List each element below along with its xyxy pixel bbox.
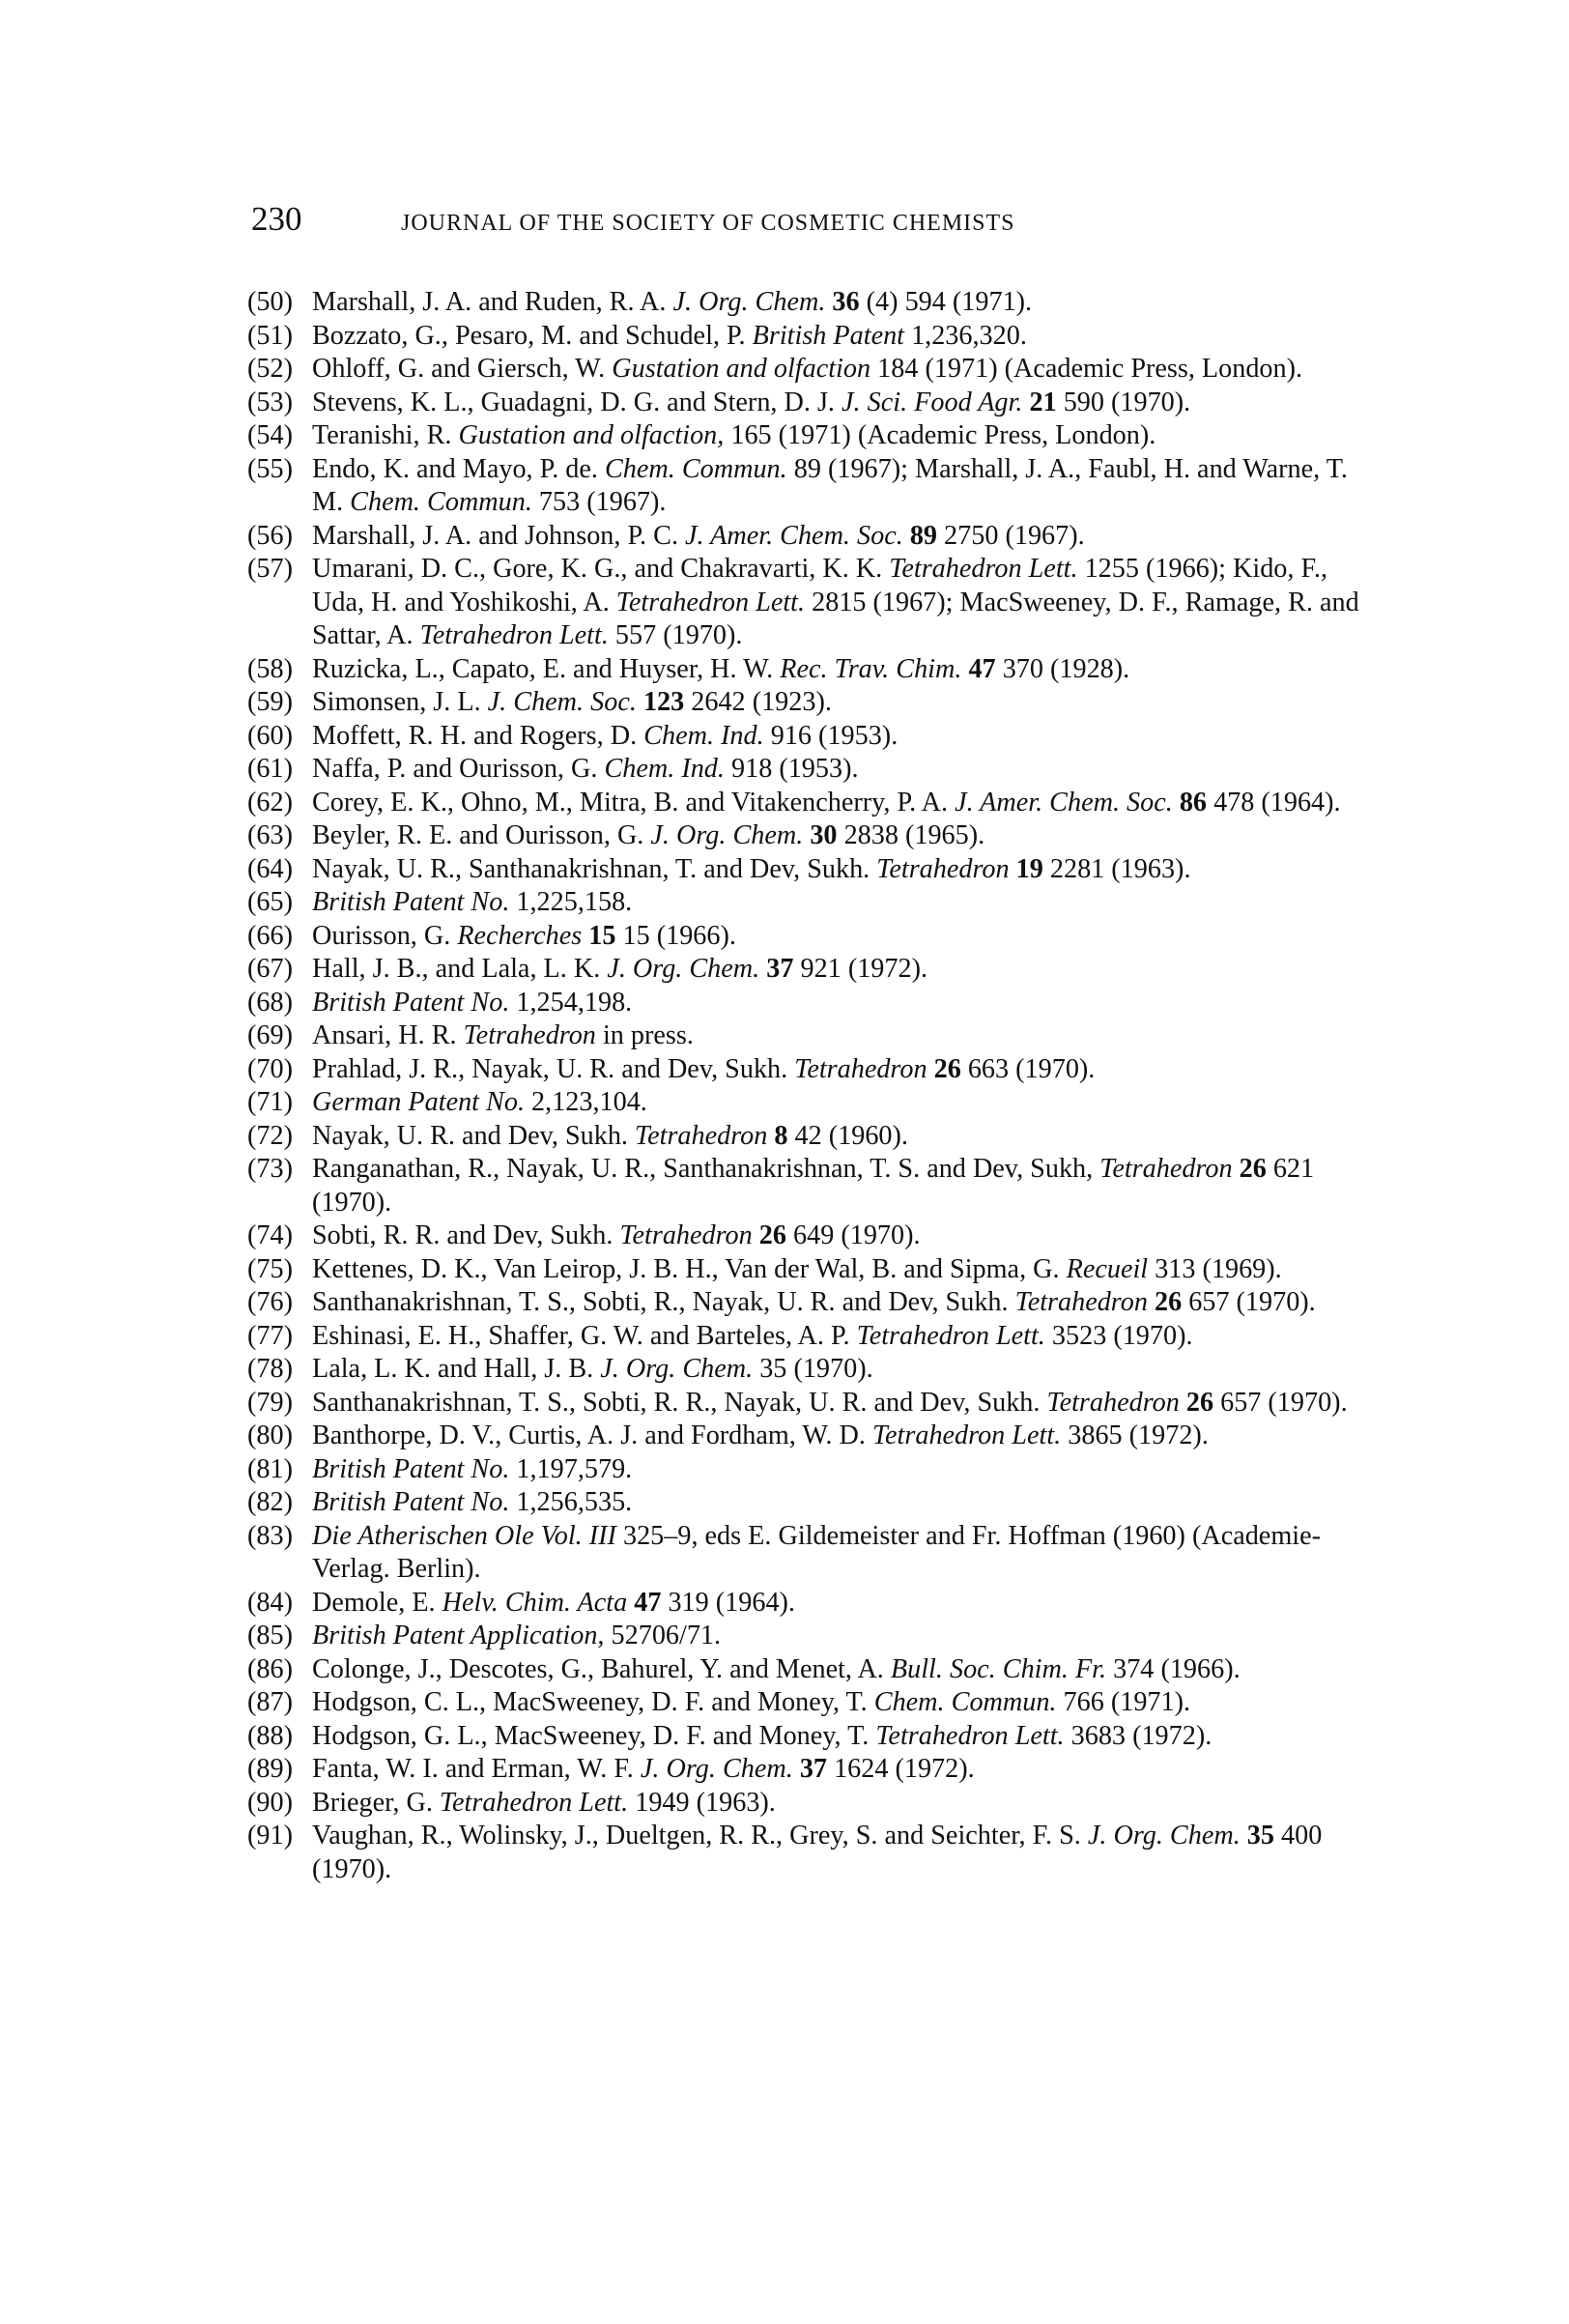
citation-volume: 37 (799, 1754, 828, 1784)
reference-item (247, 1253, 1378, 1287)
citation-source: British Patent Application, (312, 1621, 605, 1650)
citation-source: J. Amer. Chem. Soc. (685, 520, 903, 551)
citation-text: 1624 (1972). (827, 1754, 975, 1784)
reference-text (312, 1486, 1378, 1520)
reference-item (247, 819, 1378, 853)
reference-text (312, 1086, 1378, 1120)
citation-text: 478 (1964). (1207, 787, 1341, 818)
citation-source: Tetrahedron (1046, 1387, 1180, 1418)
citation-text: 374 (1966). (1106, 1653, 1241, 1684)
citation-text: Corey, E. K., Ohno, M., Mitra, B. and Vitakencherry, P. A. (312, 787, 956, 818)
citation-source: Tetrahedron (463, 1020, 596, 1050)
citation-text: 2281 (1963). (1042, 853, 1191, 884)
citation-volume: 26 (1154, 1287, 1183, 1317)
citation-text: 3683 (1972). (1064, 1720, 1212, 1751)
reference-text (312, 1620, 1378, 1653)
reference-text (312, 1153, 1378, 1219)
reference-item (247, 1753, 1378, 1787)
citation-source: Rec. Trav. Chim. (780, 653, 962, 684)
citation-source: Tetrahedron Lett. (856, 1320, 1045, 1351)
citation-text: 3523 (1970). (1044, 1320, 1193, 1351)
citation-text: 325–9, eds E. Gildemeister and Fr. Hoffman (1960) (Academie-Verlag. Berlin). (312, 1520, 1321, 1584)
reference-item (247, 787, 1378, 820)
reference-number: (79) (247, 1387, 293, 1418)
reference-item (247, 320, 1378, 354)
citation-text: 89 (1967); Marshall, J. A., Faubl, H. and Warne, T. M. (312, 453, 1348, 517)
reference-item (247, 453, 1378, 520)
citation-source: Tetrahedron Lett. (419, 620, 609, 650)
citation-text: Ranganathan, R., Nayak, U. R., Santhanakrishnan, T. S. and Dev, Sukh, (312, 1154, 1100, 1184)
citation-source: British Patent No. (312, 1453, 510, 1484)
reference-number: (59) (247, 687, 293, 717)
reference-text (312, 987, 1378, 1020)
citation-text: 663 (1970). (960, 1053, 1096, 1084)
citation-text: 557 (1970). (608, 620, 743, 650)
reference-number: (82) (247, 1487, 293, 1517)
reference-text (312, 419, 1378, 453)
citation-text: 2815 (1967); MacSweeney, D. F., Ramage, R. and Sattar, A. (312, 587, 1359, 650)
citation-source: J. Chem. Soc. (487, 687, 637, 717)
reference-text (312, 1787, 1378, 1821)
citation-text: Demole, E. (312, 1587, 442, 1618)
reference-item (247, 1120, 1378, 1154)
citation-text: 313 (1969). (1148, 1253, 1282, 1284)
citation-text (903, 521, 910, 551)
reference-text (312, 686, 1378, 720)
reference-number: (87) (247, 1687, 293, 1717)
reference-number: (58) (247, 653, 293, 684)
citation-volume: 30 (810, 820, 838, 850)
citation-source: Tetrahedron (635, 1120, 768, 1151)
citation-text: 1,197,579. (509, 1453, 633, 1484)
citation-text: Vaughan, R., Wolinsky, J., Dueltgen, R. R., Grey, S. and Seichter, F. S. (312, 1821, 1088, 1851)
citation-text: Beyler, R. E. and Ourisson, G. (312, 820, 651, 850)
reference-item (247, 720, 1378, 754)
citation-text: 184 (1971) (Academic Press, London). (870, 354, 1303, 384)
citation-source: Tetrahedron (1099, 1154, 1233, 1184)
reference-number: (75) (247, 1253, 293, 1284)
citation-source: German Patent No. (312, 1087, 525, 1117)
citation-text: Bozzato, G., Pesaro, M. and Schudel, P. (312, 320, 753, 351)
citation-source: Die Atherischen Ole Vol. III (312, 1520, 616, 1551)
reference-number: (56) (247, 520, 293, 551)
reference-text (312, 853, 1378, 887)
reference-item (247, 1019, 1378, 1053)
citation-text: Hall, J. B., and Lala, L. K. (312, 954, 608, 984)
citation-volume: 21 (1029, 387, 1057, 417)
reference-item (247, 853, 1378, 887)
citation-source: British Patent No. (312, 887, 510, 917)
reference-text (312, 1720, 1378, 1754)
citation-text: Marshall, J. A. and Johnson, P. C. (312, 520, 686, 551)
reference-text (312, 320, 1378, 354)
citation-source: Chem. Commun. (873, 1687, 1057, 1717)
citation-text: Ohloff, G. and Giersch, W. (312, 354, 613, 384)
citation-text (1148, 1287, 1155, 1317)
citation-text: Colonge, J., Descotes, G., Bahurel, Y. and Menet, A. (312, 1653, 891, 1684)
citation-source: J. Org. Chem. (1087, 1821, 1241, 1851)
citation-text: 2642 (1923). (684, 687, 832, 717)
reference-text (312, 553, 1378, 653)
reference-item (247, 1620, 1378, 1653)
reference-number: (52) (247, 354, 293, 384)
reference-item (247, 1686, 1378, 1720)
citation-text (1233, 1154, 1240, 1184)
reference-item (247, 1219, 1378, 1253)
reference-item (247, 387, 1378, 420)
citation-text: 918 (1953). (724, 754, 859, 784)
citation-text: 2,123,104. (525, 1087, 647, 1117)
citation-source: Recherches (457, 920, 583, 951)
reference-text (312, 1120, 1378, 1154)
reference-item (247, 520, 1378, 554)
citation-text: Fanta, W. I. and Erman, W. F. (312, 1754, 641, 1784)
citation-source: Gustation and olfaction (612, 354, 871, 384)
citation-volume: 15 (588, 920, 616, 951)
reference-item (247, 653, 1378, 687)
citation-text: 621 (1970). (312, 1154, 1315, 1218)
citation-source: J. Sci. Food Agr. (842, 387, 1023, 417)
citation-text: Santhanakrishnan, T. S., Sobti, R. R., Nayak, U. R. and Dev, Sukh. (312, 1387, 1047, 1418)
citation-volume: 26 (1185, 1387, 1214, 1418)
reference-number: (68) (247, 987, 293, 1018)
reference-text (312, 920, 1378, 954)
reference-number: (67) (247, 954, 293, 984)
reference-number: (80) (247, 1420, 293, 1450)
reference-text (312, 1420, 1378, 1453)
reference-item (247, 753, 1378, 787)
reference-text (312, 1753, 1378, 1787)
reference-number: (89) (247, 1754, 293, 1784)
citation-source: Chem. Ind. (643, 720, 764, 751)
citation-text: 165 (1971) (Academic Press, London). (724, 420, 1156, 450)
citation-source: Tetrahedron (1014, 1287, 1148, 1317)
citation-source: British Patent (752, 320, 905, 351)
reference-number: (88) (247, 1720, 293, 1751)
reference-number: (77) (247, 1320, 293, 1351)
reference-text (312, 886, 1378, 920)
reference-item (247, 1153, 1378, 1219)
citation-source: J. Amer. Chem. Soc. (955, 787, 1173, 818)
citation-text: 753 (1967). (531, 487, 667, 517)
reference-item (247, 1653, 1378, 1687)
reference-number: (55) (247, 453, 293, 484)
reference-text (312, 286, 1378, 320)
reference-item (247, 886, 1378, 920)
citation-text (637, 687, 643, 717)
reference-number: (50) (247, 287, 293, 317)
citation-volume: 89 (909, 520, 937, 551)
reference-number: (70) (247, 1053, 293, 1084)
reference-number: (81) (247, 1453, 293, 1484)
citation-volume: 26 (758, 1220, 786, 1250)
reference-text (312, 787, 1378, 820)
citation-source: Chem. Commun. (605, 453, 787, 484)
reference-text (312, 1019, 1378, 1053)
citation-text: 590 (1970). (1056, 387, 1191, 417)
reference-number: (76) (247, 1287, 293, 1317)
citation-text (753, 1220, 759, 1250)
reference-item (247, 553, 1378, 653)
citation-text: 15 (1966). (615, 920, 736, 951)
reference-number: (73) (247, 1154, 293, 1184)
citation-text: Ansari, H. R. (312, 1020, 464, 1050)
reference-text (312, 1653, 1378, 1687)
reference-item (247, 353, 1378, 387)
reference-number: (60) (247, 720, 293, 751)
citation-text: 52706/71. (604, 1621, 722, 1650)
citation-text: 766 (1971). (1056, 1687, 1191, 1717)
citation-text: 35 (1970). (753, 1354, 873, 1384)
reference-number: (83) (247, 1520, 293, 1551)
reference-text (312, 353, 1378, 387)
citation-text: Marshall, J. A. and Ruden, R. A. (312, 287, 673, 317)
reference-text (312, 520, 1378, 554)
reference-text (312, 453, 1378, 520)
citation-source: Tetrahedron Lett. (615, 587, 806, 617)
citation-volume: 26 (933, 1053, 961, 1084)
citation-text: Ruzicka, L., Capato, E. and Huyser, H. W. (312, 653, 781, 684)
reference-number: (84) (247, 1587, 293, 1618)
citation-text: Hodgson, C. L., MacSweeney, D. F. and Money, T. (312, 1687, 874, 1717)
citation-text (1241, 1821, 1247, 1851)
citation-source: Bull. Soc. Chim. Fr. (890, 1653, 1107, 1684)
reference-item (247, 1320, 1378, 1354)
reference-number: (53) (247, 387, 293, 417)
reference-item (247, 1453, 1378, 1487)
reference-text (312, 387, 1378, 420)
citation-text: 42 (1960). (787, 1120, 908, 1151)
citation-text: Ourisson, G. (312, 920, 458, 951)
reference-number: (51) (247, 320, 293, 351)
citation-volume: 35 (1246, 1821, 1274, 1851)
journal-title: JOURNAL OF THE SOCIETY OF COSMETIC CHEMISTS (401, 211, 1015, 236)
citation-text: 400 (1970). (312, 1821, 1323, 1884)
reference-item (247, 1387, 1378, 1420)
reference-number: (85) (247, 1621, 293, 1650)
citation-text: 1,236,320. (904, 320, 1027, 351)
citation-text: 319 (1964). (661, 1587, 795, 1618)
reference-item (247, 1787, 1378, 1821)
reference-item (247, 953, 1378, 987)
citation-source: Chem. Ind. (604, 754, 725, 784)
reference-text (312, 720, 1378, 754)
citation-text: 649 (1970). (785, 1220, 921, 1250)
citation-source: J. Org. Chem. (640, 1754, 793, 1784)
citation-source: Tetrahedron Lett. (439, 1787, 629, 1818)
citation-volume: 86 (1179, 787, 1208, 818)
citation-volume: 36 (832, 287, 860, 317)
reference-text (312, 1219, 1378, 1253)
citation-text: 1,225,158. (509, 887, 633, 917)
reference-text (312, 1686, 1378, 1720)
citation-text: Stevens, K. L., Guadagni, D. G. and Stern, D. J. (312, 387, 842, 417)
citation-text: Kettenes, D. K., Van Leirop, J. B. H., Van der Wal, B. and Sipma, G. (312, 1253, 1067, 1284)
reference-item (247, 1720, 1378, 1754)
citation-text: Endo, K. and Mayo, P. de. (312, 453, 605, 484)
citation-text: Prahlad, J. R., Nayak, U. R. and Dev, Sukh. (312, 1053, 795, 1084)
reference-number: (74) (247, 1220, 293, 1250)
citation-volume: 47 (634, 1587, 662, 1618)
citation-text: 1255 (1966); Kido, F., Uda, H. and Yoshikoshi, A. (312, 554, 1328, 617)
reference-text (312, 1587, 1378, 1621)
reference-number: (57) (247, 554, 293, 584)
reference-item (247, 686, 1378, 720)
citation-source: J. Org. Chem. (672, 287, 826, 317)
reference-item (247, 1286, 1378, 1320)
citation-source: Tetrahedron Lett. (875, 1720, 1065, 1751)
reference-item (247, 419, 1378, 453)
citation-text: Nayak, U. R. and Dev, Sukh. (312, 1120, 636, 1151)
reference-item (247, 987, 1378, 1020)
reference-number: (78) (247, 1354, 293, 1384)
reference-text (312, 753, 1378, 787)
reference-text (312, 1520, 1378, 1587)
citation-text: 3865 (1972). (1061, 1420, 1209, 1450)
citation-volume: 37 (766, 954, 794, 984)
reference-number: (64) (247, 853, 293, 884)
citation-source: Tetrahedron (794, 1053, 927, 1084)
citation-text: Naffa, P. and Ourisson, G. (312, 754, 605, 784)
citation-text: 921 (1972). (793, 954, 928, 984)
reference-number: (65) (247, 887, 293, 917)
citation-text: 370 (1928). (995, 653, 1130, 684)
citation-source: Tetrahedron Lett. (889, 554, 1078, 584)
reference-text (312, 1453, 1378, 1487)
citation-text (1173, 788, 1180, 818)
reference-number: (91) (247, 1821, 293, 1851)
citation-text: Sobti, R. R. and Dev, Sukh. (312, 1220, 620, 1250)
citation-text: Moffett, R. H. and Rogers, D. (312, 720, 644, 751)
citation-text: Umarani, D. C., Gore, K. G., and Chakravarti, K. K. (312, 554, 890, 584)
citation-text: Banthorpe, D. V., Curtis, A. J. and Fordham, W. D. (312, 1420, 872, 1450)
citation-text: (4) 594 (1971). (859, 287, 1033, 317)
reference-item (247, 1353, 1378, 1387)
citation-text (1180, 1388, 1186, 1418)
citation-text: in press. (595, 1020, 694, 1050)
reference-number: (54) (247, 420, 293, 450)
citation-source: Tetrahedron Lett. (871, 1420, 1062, 1450)
reference-number: (66) (247, 920, 293, 951)
reference-number: (71) (247, 1087, 293, 1117)
citation-text (927, 1054, 934, 1084)
reference-item (247, 1053, 1378, 1087)
reference-text (312, 653, 1378, 687)
citation-text: Santhanakrishnan, T. S., Sobti, R., Nayak, U. R. and Dev, Sukh. (312, 1287, 1015, 1317)
citation-text: Eshinasi, E. H., Shaffer, G. W. and Barteles, A. P. (312, 1320, 857, 1351)
citation-text: 1,254,198. (509, 987, 633, 1018)
reference-item (247, 286, 1378, 320)
citation-text: 2750 (1967). (937, 520, 1085, 551)
reference-number: (62) (247, 787, 293, 818)
citation-source: Tetrahedron (619, 1220, 753, 1250)
reference-text (312, 1320, 1378, 1354)
reference-number: (61) (247, 754, 293, 784)
reference-number: (69) (247, 1020, 293, 1050)
reference-number: (90) (247, 1787, 293, 1818)
reference-text (312, 953, 1378, 987)
citation-source: British Patent No. (312, 987, 510, 1018)
citation-text: Teranishi, R. (312, 420, 459, 450)
citation-text (793, 1754, 800, 1784)
citation-text: 916 (1953). (763, 720, 899, 751)
citation-text: Hodgson, G. L., MacSweeney, D. F. and Money, T. (312, 1720, 876, 1751)
reference-list (247, 286, 1378, 1886)
reference-number: (86) (247, 1653, 293, 1684)
citation-volume: 8 (774, 1120, 788, 1151)
reference-item (247, 920, 1378, 954)
reference-number: (72) (247, 1120, 293, 1151)
citation-source: J. Org. Chem. (607, 954, 760, 984)
citation-text: 2838 (1965). (837, 820, 985, 850)
citation-text: Lala, L. K. and Hall, J. B. (312, 1354, 601, 1384)
reference-text (312, 1353, 1378, 1387)
reference-item (247, 1420, 1378, 1453)
citation-volume: 47 (968, 653, 996, 684)
reference-item (247, 1587, 1378, 1621)
reference-item (247, 1486, 1378, 1520)
reference-item (247, 1820, 1378, 1886)
reference-item (247, 1520, 1378, 1587)
citation-source: Helv. Chim. Acta (442, 1587, 628, 1618)
citation-volume: 123 (642, 687, 685, 717)
citation-text: 657 (1970). (1213, 1387, 1348, 1418)
citation-text: Simonsen, J. L. (312, 687, 488, 717)
citation-text: Nayak, U. R., Santhanakrishnan, T. and Dev, Sukh. (312, 853, 877, 884)
citation-text: Brieger, G. (312, 1787, 440, 1818)
citation-source: J. Org. Chem. (600, 1354, 754, 1384)
citation-volume: 26 (1239, 1154, 1267, 1184)
citation-source: Chem. Commun. (350, 487, 532, 517)
reference-item (247, 1086, 1378, 1120)
page-number: 230 (251, 200, 302, 238)
citation-source: Tetrahedron (876, 853, 1010, 884)
reference-text (312, 1387, 1378, 1420)
reference-text (312, 1820, 1378, 1886)
citation-source: Recueil (1066, 1253, 1149, 1284)
reference-text (312, 1053, 1378, 1087)
citation-source: British Patent No. (312, 1487, 510, 1517)
running-header (251, 200, 1372, 248)
citation-text: 1,256,535. (509, 1487, 633, 1517)
citation-text: 657 (1970). (1182, 1287, 1316, 1317)
citation-text (1010, 854, 1016, 884)
reference-text (312, 1286, 1378, 1320)
reference-text (312, 819, 1378, 853)
citation-source: Gustation and olfaction, (458, 420, 725, 450)
citation-volume: 19 (1015, 853, 1043, 884)
reference-number: (63) (247, 820, 293, 850)
citation-text: 1949 (1963). (628, 1787, 776, 1818)
reference-text (312, 1253, 1378, 1287)
citation-source: J. Org. Chem. (650, 820, 804, 850)
